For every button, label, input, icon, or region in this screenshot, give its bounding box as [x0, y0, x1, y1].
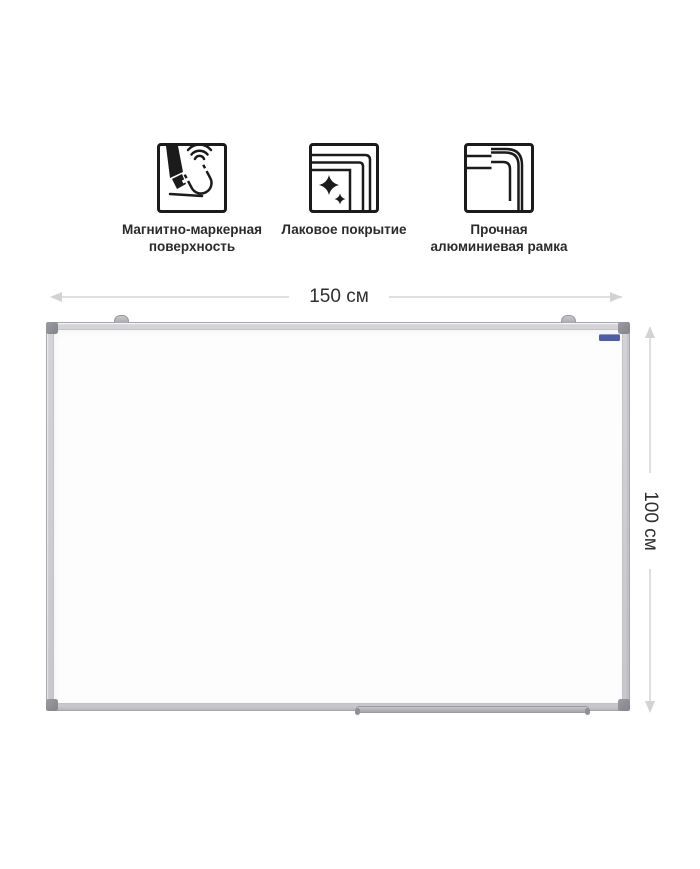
corner-cap-bottom-right	[618, 699, 630, 711]
mounting-bracket-right	[561, 315, 576, 323]
height-arrow-up-icon	[645, 326, 655, 338]
magnet-marker-icon-svg	[157, 143, 227, 213]
aluminum-frame-icon	[464, 143, 534, 213]
mounting-bracket-left	[114, 315, 129, 323]
height-arrow-down-icon	[645, 701, 655, 713]
feature-label-line: Магнитно-маркерная	[121, 222, 263, 237]
width-arrow-right-icon	[610, 292, 622, 302]
magnet-marker-icon	[157, 143, 227, 213]
width-dimension-label: 150 см	[289, 283, 389, 311]
width-arrow-left-icon	[50, 292, 62, 302]
marker-tray-end-left	[355, 708, 360, 715]
feature-aluminum-frame	[404, 143, 594, 255]
lacquer-coating-icon-svg	[309, 143, 379, 213]
whiteboard	[46, 322, 630, 711]
marker-tray	[356, 706, 589, 713]
aluminum-frame-icon-svg	[464, 143, 534, 213]
feature-label-frame	[404, 221, 594, 255]
corner-cap-top-right	[618, 322, 630, 334]
marker-tray-end-right	[585, 708, 590, 715]
whiteboard-surface	[53, 329, 623, 704]
corner-cap-bottom-left	[46, 699, 58, 711]
feature-label-line: алюминиевая рамка	[430, 239, 568, 254]
height-dimension-label: 100 см	[630, 473, 670, 569]
feature-label-line: Прочная	[470, 222, 528, 237]
feature-label-line: Лаковое покрытие	[281, 222, 407, 237]
feature-label-line: поверхность	[148, 239, 236, 254]
corner-cap-top-left	[46, 322, 58, 334]
brand-label	[599, 334, 620, 341]
lacquer-coating-icon	[309, 143, 379, 213]
